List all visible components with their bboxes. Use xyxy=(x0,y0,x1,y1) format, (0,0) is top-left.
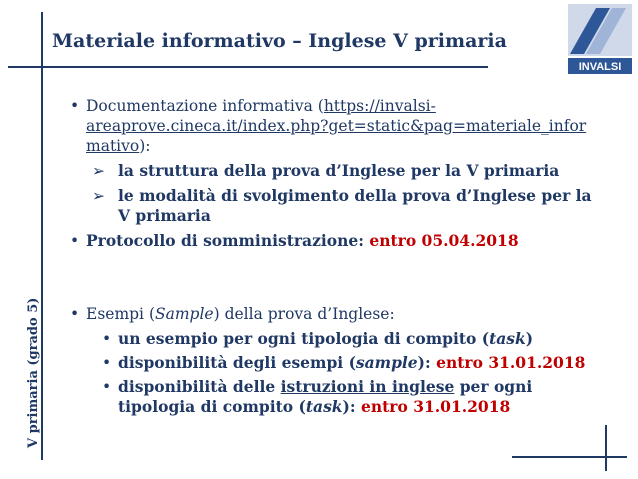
logo-text: INVALSI xyxy=(578,61,622,73)
left-vertical-rule xyxy=(41,12,43,460)
slide-title: Materiale informativo – Inglese V primaria xyxy=(52,30,507,52)
bullet-dot: • xyxy=(102,378,112,396)
bullet-dot: • xyxy=(70,232,80,250)
sub-item-one-example: • un esempio per ogni tipologia di compito (task) xyxy=(102,329,534,348)
sub-item-availability-instructions: • disponibilità delle istruzioni in inglese per ogni tipologia di compito (task): entro 31.01.2018 xyxy=(102,377,533,416)
arrow-bullet-icon: ➢ xyxy=(92,162,105,180)
bullet-dot: • xyxy=(102,354,112,372)
slide-body xyxy=(70,96,600,421)
bullet-documentation: • Documentazione informativa (https://invalsi- areaprove.cineca.it/index.php?get=static&pag=materiale_infor mativo): xyxy=(70,97,587,155)
bullet-dot: • xyxy=(102,330,112,348)
bullet-examples: • Esempi (Sample) della prova d’Inglese: xyxy=(70,305,395,323)
sub-bullet-modalities: ➢ le modalità di svolgimento della prova d’Inglese per la V primaria xyxy=(92,186,592,225)
instructions-deadline: entro 31.01.2018 xyxy=(361,397,511,416)
arrow-bullet-icon: ➢ xyxy=(92,187,105,205)
corner-horizontal-rule xyxy=(512,456,627,458)
side-label: V primaria (grado 5) xyxy=(26,297,41,448)
corner-vertical-rule xyxy=(605,425,607,471)
invalsi-logo xyxy=(566,4,634,76)
bullet-dot: • xyxy=(70,97,80,115)
samples-deadline: entro 31.01.2018 xyxy=(436,353,586,372)
title-underline-rule xyxy=(8,66,488,68)
bullet-protocol: • Protocollo di somministrazione: entro 05.04.2018 xyxy=(70,231,519,250)
sub-bullet-structure: ➢ la struttura della prova d’Inglese per la V primaria xyxy=(92,161,560,180)
sub-item-availability-samples: • disponibilità degli esempi (sample): entro 31.01.2018 xyxy=(102,353,586,372)
bullet-dot: • xyxy=(70,305,80,323)
documentation-link[interactable]: https://invalsi- areaprove.cineca.it/index.php?get=static&pag=materiale_infor mativo xyxy=(86,97,587,155)
protocol-deadline: entro 05.04.2018 xyxy=(369,231,519,250)
